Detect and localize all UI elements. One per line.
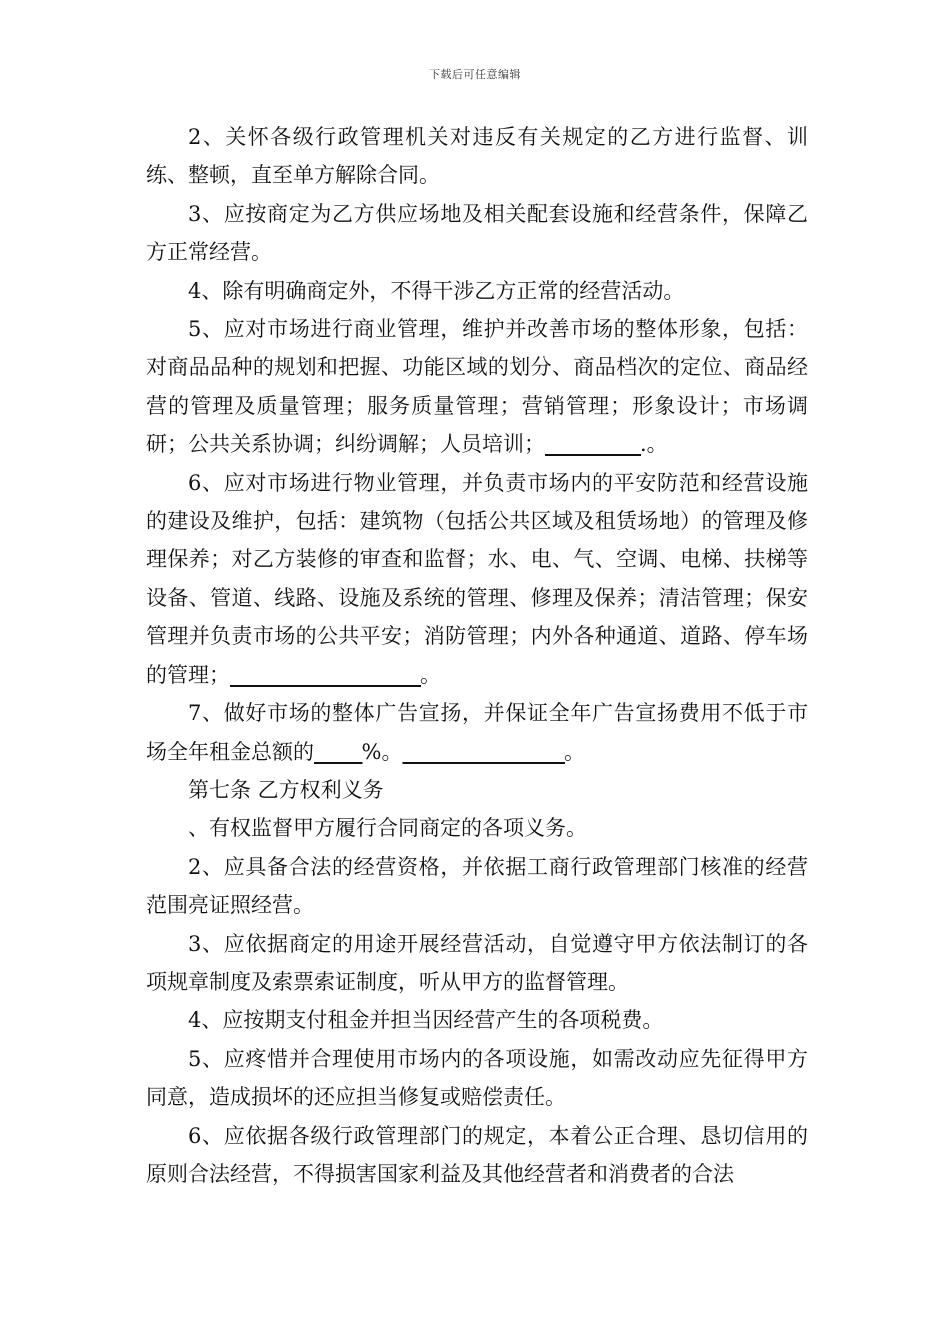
paragraph-item-7: 7、做好市场的整体广告宣扬，并保证全年广告宣扬费用不低于市场全年租金总额的_____%。_________________。 <box>146 701 808 764</box>
fill-blank: _____ <box>314 738 362 764</box>
paragraph-item-6: 6、应对市场进行物业管理，并负责市场内的平安防范和经营设施的建设及维护，包括：建筑物（包括公共区域及租赁场地）的管理及修理保养；对乙方装修的审查和监督；水、电、气、空调、电梯、扶梯等设备、管道、线路、设施及系统的管理、修理及保养；清洁管理；保安管理并负责市场的公共平安；消防管理；内外各种通道、道路、停车场的管理；____________________。 <box>146 470 808 687</box>
paragraph-item-4: 4、除有明确商定外，不得干涉乙方正常的经营活动。 <box>188 278 685 303</box>
paragraph-item-b2: 2、应具备合法的经营资格，并依据工商行政管理部门核准的经营范围亮证照经营。 <box>146 854 808 918</box>
paragraph-item-b3: 3、应依据商定的用途开展经营活动，自觉遵守甲方依法制订的各项规章制度及索票索证制度，听从甲方的监督管理。 <box>146 931 808 994</box>
paragraph-item-2: 2、关怀各级行政管理机关对违反有关规定的乙方进行监督、训练、整顿，直至单方解除合同。 <box>146 125 808 188</box>
fill-blank: ____________________ <box>230 661 420 687</box>
paragraph-item-b4: 4、应按期支付租金并担当因经营产生的各项税费。 <box>188 1008 664 1033</box>
fill-blank: __________ <box>545 431 640 457</box>
fill-blank: _________________ <box>402 738 564 764</box>
page-header-note: 下载后可任意编辑 <box>429 68 521 81</box>
section-heading-article-7: 第七条 乙方权利义务 <box>188 777 384 802</box>
paragraph-item-3: 3、应按商定为乙方供应场地及相关配套设施和经营条件，保障乙方正常经营。 <box>146 201 808 265</box>
paragraph-item-b6: 6、应依据各级行政管理部门的规定，本着公正合理、恳切信用的原则合法经营，不得损害国家利益及其他经营者和消费者的合法 <box>146 1123 808 1186</box>
paragraph-item-b1: 、有权监督甲方履行合同商定的各项义务。 <box>188 816 587 841</box>
paragraph-item-b5: 5、应疼惜并合理使用市场内的各项设施，如需改动应先征得甲方同意，造成损坏的还应担当修复或赔偿责任。 <box>146 1046 808 1110</box>
document-body <box>146 118 808 1193</box>
paragraph-item-5: 5、应对市场进行商业管理，维护并改善市场的整体形象，包括：对商品品种的规划和把握、功能区域的划分、商品档次的定位、商品经营的管理及质量管理；服务质量管理；营销管理；形象设计；市场调研；公共关系协调；纠纷调解；人员培训；__________.。 <box>146 317 808 457</box>
